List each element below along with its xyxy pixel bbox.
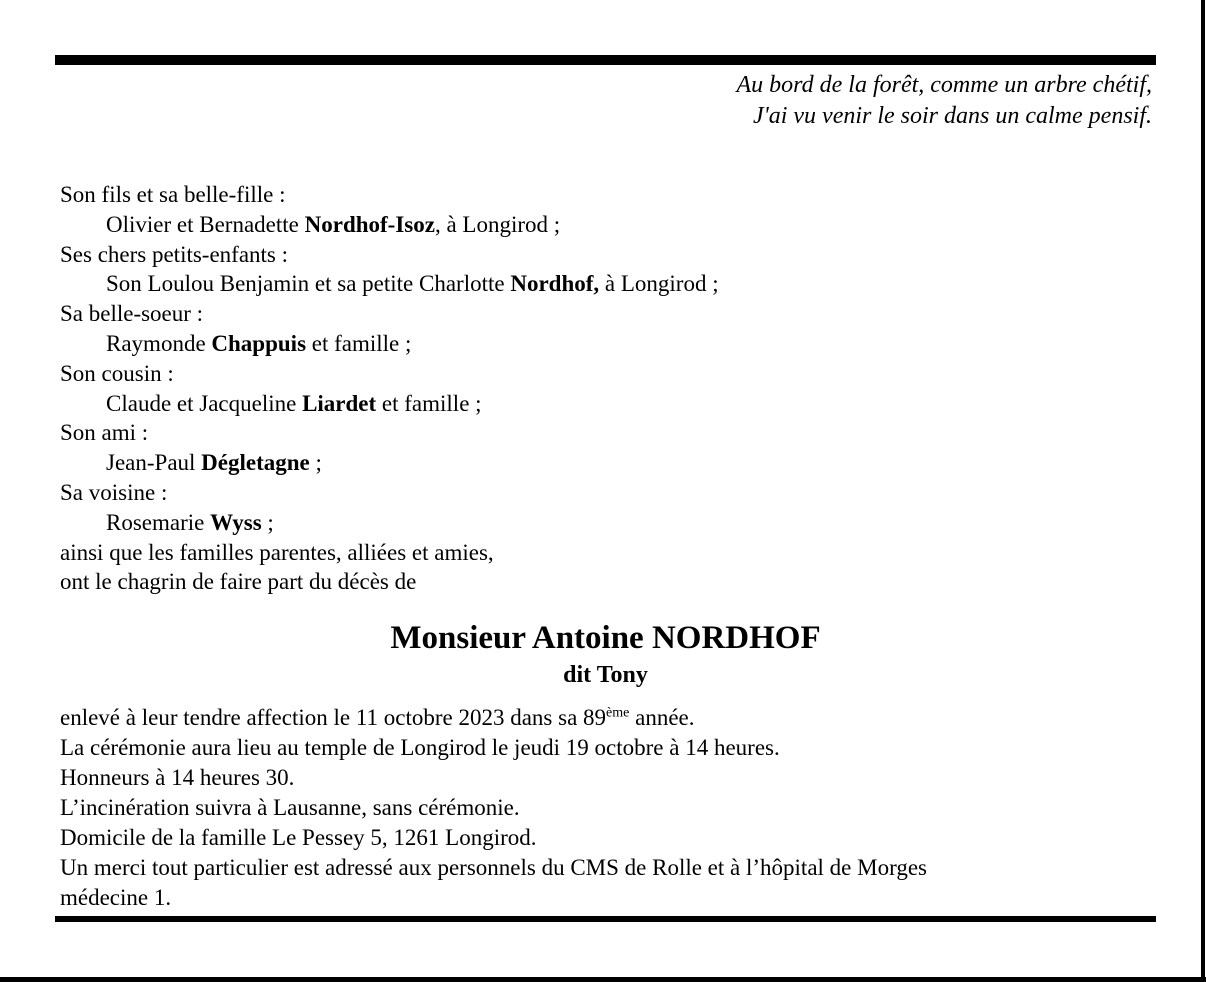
epigraph	[737, 70, 1152, 132]
deceased-alias: dit Tony	[563, 662, 648, 688]
family-names-line	[60, 389, 1160, 419]
family-names-line	[60, 329, 1160, 359]
family-list	[60, 180, 1160, 597]
family-relation-line: Sa belle-soeur :	[60, 301, 204, 327]
names-pre: Claude et Jacqueline	[106, 390, 303, 416]
surname-bold: Nordhof-Isoz	[304, 211, 435, 237]
names-pre: Olivier et Bernadette	[106, 211, 305, 237]
family-relation-line: Ses chers petits-enfants :	[60, 241, 289, 267]
detail-line-honors: Honneurs à 14 heures 30.	[60, 765, 295, 790]
surname-bold: Dégletagne	[201, 450, 310, 476]
scan-edge-bottom	[0, 977, 1206, 982]
deceased-name: Monsieur Antoine NORDHOF	[390, 620, 821, 656]
family-names-line	[60, 269, 1160, 299]
names-post: et famille ;	[376, 390, 482, 416]
ordinal-superscript: ème	[606, 705, 630, 721]
family-names-line	[60, 448, 1160, 478]
names-pre: Son Loulou Benjamin et sa petite Charlotte	[106, 271, 511, 297]
deceased-title-block	[55, 620, 1156, 688]
family-closing-line: ainsi que les familles parentes, alliées et amies,	[60, 539, 494, 565]
bottom-rule	[55, 916, 1156, 922]
family-relation-line: Son ami :	[60, 420, 149, 446]
detail-pre: enlevé à leur tendre affection le 11 octobre 2023 dans sa 89	[60, 705, 607, 730]
family-relation-line: Son cousin :	[60, 360, 174, 386]
detail-line-thanks-wrap: médecine 1.	[60, 885, 172, 910]
detail-line-address: Domicile de la famille Le Pessey 5, 1261 Longirod.	[60, 825, 537, 850]
surname-bold: Nordhof,	[510, 271, 600, 297]
detail-post: année.	[629, 705, 695, 730]
detail-line-age	[60, 703, 1160, 733]
surname-bold: Liardet	[302, 390, 377, 416]
family-relation-line: Son fils et sa belle-fille :	[60, 182, 286, 207]
family-names-line	[60, 210, 1160, 240]
detail-line-cremation: L’incinération suivra à Lausanne, sans cérémonie.	[60, 795, 520, 820]
detail-line-ceremony: La cérémonie aura lieu au temple de Longirod le jeudi 19 octobre à 14 heures.	[60, 735, 780, 760]
top-rule	[55, 55, 1156, 65]
epigraph-line-1: Au bord de la forêt, comme un arbre chétif,	[736, 72, 1152, 98]
family-relation-line: Sa voisine :	[60, 479, 168, 505]
surname-bold: Chappuis	[211, 330, 307, 356]
names-post: ;	[261, 509, 274, 535]
epigraph-line-2: J'ai vu venir le soir dans un calme pensif.	[752, 103, 1152, 129]
names-post: à Longirod ;	[599, 271, 719, 297]
scan-edge-right	[1201, 0, 1205, 982]
detail-line-thanks: Un merci tout particulier est adressé aux personnels du CMS de Rolle et à l’hôpital de Morges	[60, 855, 927, 880]
names-post: ;	[309, 450, 322, 476]
names-pre: Raymonde	[106, 330, 212, 356]
names-pre: Rosemarie	[106, 509, 211, 535]
family-names-line	[60, 508, 1160, 538]
family-closing-line: ont le chagrin de faire part du décès de	[60, 569, 417, 595]
names-pre: Jean-Paul	[106, 450, 202, 476]
ceremony-details	[60, 703, 1160, 913]
surname-bold: Wyss	[210, 509, 262, 535]
names-post: , à Longirod ;	[434, 211, 561, 237]
names-post: et famille ;	[306, 330, 412, 356]
